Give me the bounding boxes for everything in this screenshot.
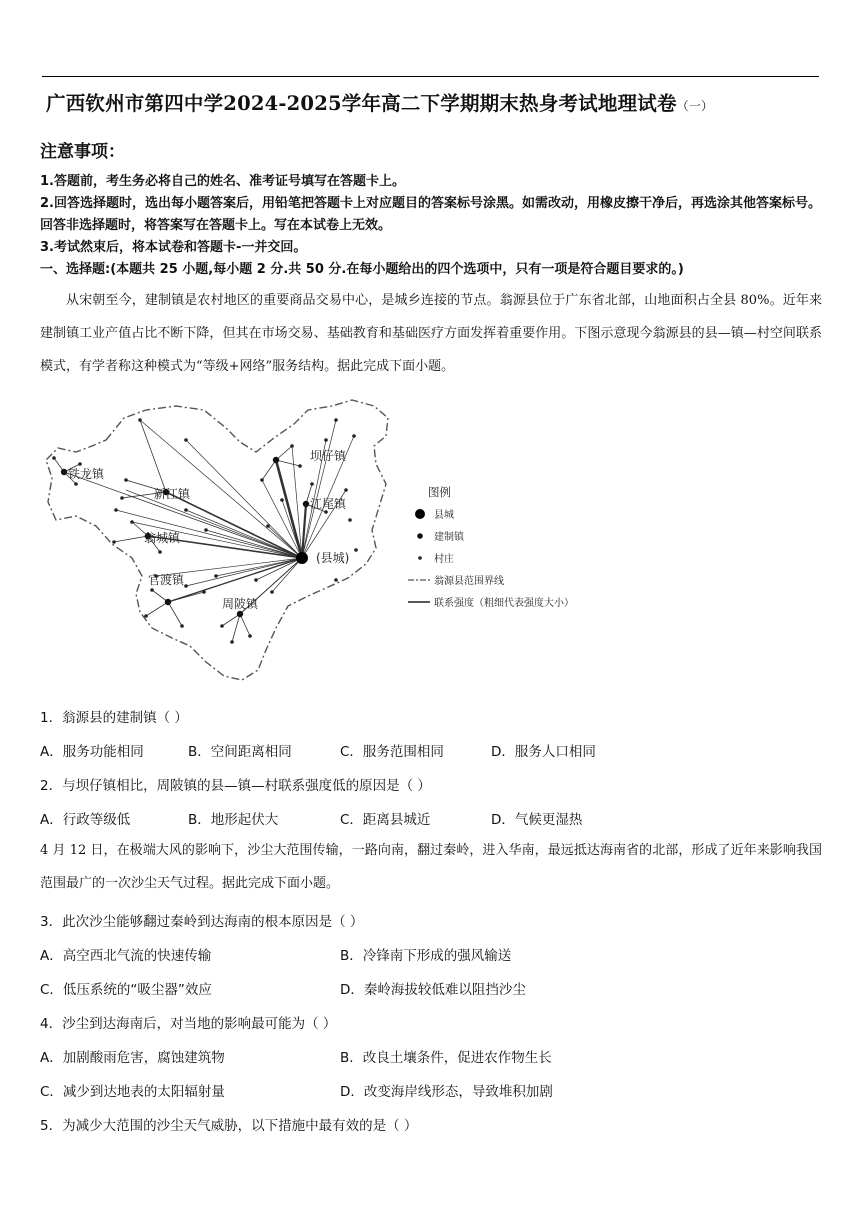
town-label-xinjiang: 新江镇 (154, 487, 191, 501)
question-3-option-c: C．低压系统的“吸尘器”效应 (40, 982, 212, 998)
county-seat-label: (县城) (316, 551, 350, 565)
question-4-stem: 4．沙尘到达海南后，对当地的影响最可能为（ ） (40, 1016, 337, 1032)
question-2-stem: 2．与坝仔镇相比，周陂镇的县—镇—村联系强度低的原因是（ ） (40, 778, 431, 794)
question-2-option-d: D．气候更湿热 (491, 812, 583, 828)
legend-item-town: 建制镇 (434, 532, 464, 543)
town-label-bazai: 坝仔镇 (310, 449, 347, 463)
question-1-option-b: B．空间距离相同 (188, 744, 292, 760)
question-1-option-c: C．服务范围相同 (340, 744, 444, 760)
town-label-zhoupi: 周陂镇 (222, 597, 259, 611)
question-3-option-d: D．秦岭海拔较低难以阻挡沙尘 (340, 982, 526, 998)
legend-title: 图例 (428, 485, 451, 499)
notice-heading: 注意事项： (40, 142, 125, 162)
question-3-option-a: A．高空西北气流的快速传输 (40, 948, 212, 964)
passage-1: 从宋朝至今，建制镇是农村地区的重要商品交易中心，是城乡连接的节点。翁源县位于广东省北部，山地面积占全县 80%。近年来建制镇工业产值占比不断下降，但其在市场交易、基础教育和基础医疗方面发挥着重要作用。下图示意现今翁源县的县—镇—村空间联系模式，有学者称这种模式为“等级+网络”服务结构。据此完成下面小题。 (40, 293, 822, 374)
exam-title: 广西钦州市第四中学2024-2025学年高二下学期期末热身考试地理试卷（一） (46, 92, 714, 115)
county-map-figure (36, 380, 596, 695)
question-1-option-d: D．服务人口相同 (491, 744, 596, 760)
question-1-option-a: A．服务功能相同 (40, 744, 144, 760)
question-4-option-c: C．减少到达地表的太阳辐射量 (40, 1084, 225, 1100)
map-legend (408, 485, 574, 609)
question-1-stem: 1．翁源县的建制镇（ ） (40, 710, 188, 726)
question-3-option-b: B．冷锋南下形成的强风输送 (340, 948, 512, 964)
title-suffix: （一） (676, 99, 714, 113)
question-4-option-d: D．改变海岸线形态，导致堆积加剧 (340, 1084, 553, 1100)
town-label-guandu: 官渡镇 (148, 573, 185, 587)
legend-item-link: 联系强度（粗细代表强度大小） (434, 598, 574, 609)
town-label-tielong: 铁龙镇 (68, 467, 105, 481)
legend-item-boundary: 翁源县范围界线 (434, 576, 504, 587)
notice-item-3: 3.考试然束后，将本试卷和答题卡-一并交回。 (40, 240, 307, 255)
legend-item-village: 村庄 (434, 554, 454, 565)
question-2-option-b: B．地形起伏大 (188, 812, 279, 828)
notice-item-2: 2.回答选择题时，选出每小题答案后，用铅笔把答题卡上对应题目的答案标号涂黑。如需改动，用橡皮擦干净后，再选涂其他答案标号。回答非选择题时，将答案写在答题卡上。写在本试卷上无效。 (40, 196, 821, 233)
passage-2: 4 月 12 日，在极端大风的影响下，沙尘大范围传输，一路向南，翻过秦岭，进入华南，最远抵达海南省的北部，形成了近年来影响我国范围最广的一次沙尘天气过程。据此完成下面小题。 (40, 843, 822, 891)
notice-item-1: 1.答题前，考生务必将自己的姓名、准考证号填写在答题卡上。 (40, 174, 405, 189)
question-5-stem: 5．为减少大范围的沙尘天气威胁，以下措施中最有效的是（ ） (40, 1118, 418, 1134)
question-2-option-c: C．距离县城近 (340, 812, 431, 828)
section-heading: 一、选择题:(本题共 25 小题,每小题 2 分.共 50 分.在每小题给出的四个选项中，只有一项是符合题目要求的。) (40, 262, 684, 277)
town-label-jiangwei: 江尾镇 (310, 497, 347, 511)
legend-item-county: 县城 (434, 510, 454, 521)
question-4-option-b: B．改良土壤条件，促进农作物生长 (340, 1050, 552, 1066)
town-label-wengcheng: 翁城镇 (144, 531, 181, 545)
question-3-stem: 3．此次沙尘能够翻过秦岭到达海南的根本原因是（ ） (40, 914, 364, 930)
county-seat-marker (296, 552, 308, 564)
top-rule (42, 76, 819, 77)
question-2-option-a: A．行政等级低 (40, 812, 131, 828)
question-4-option-a: A．加剧酸雨危害，腐蚀建筑物 (40, 1050, 225, 1066)
